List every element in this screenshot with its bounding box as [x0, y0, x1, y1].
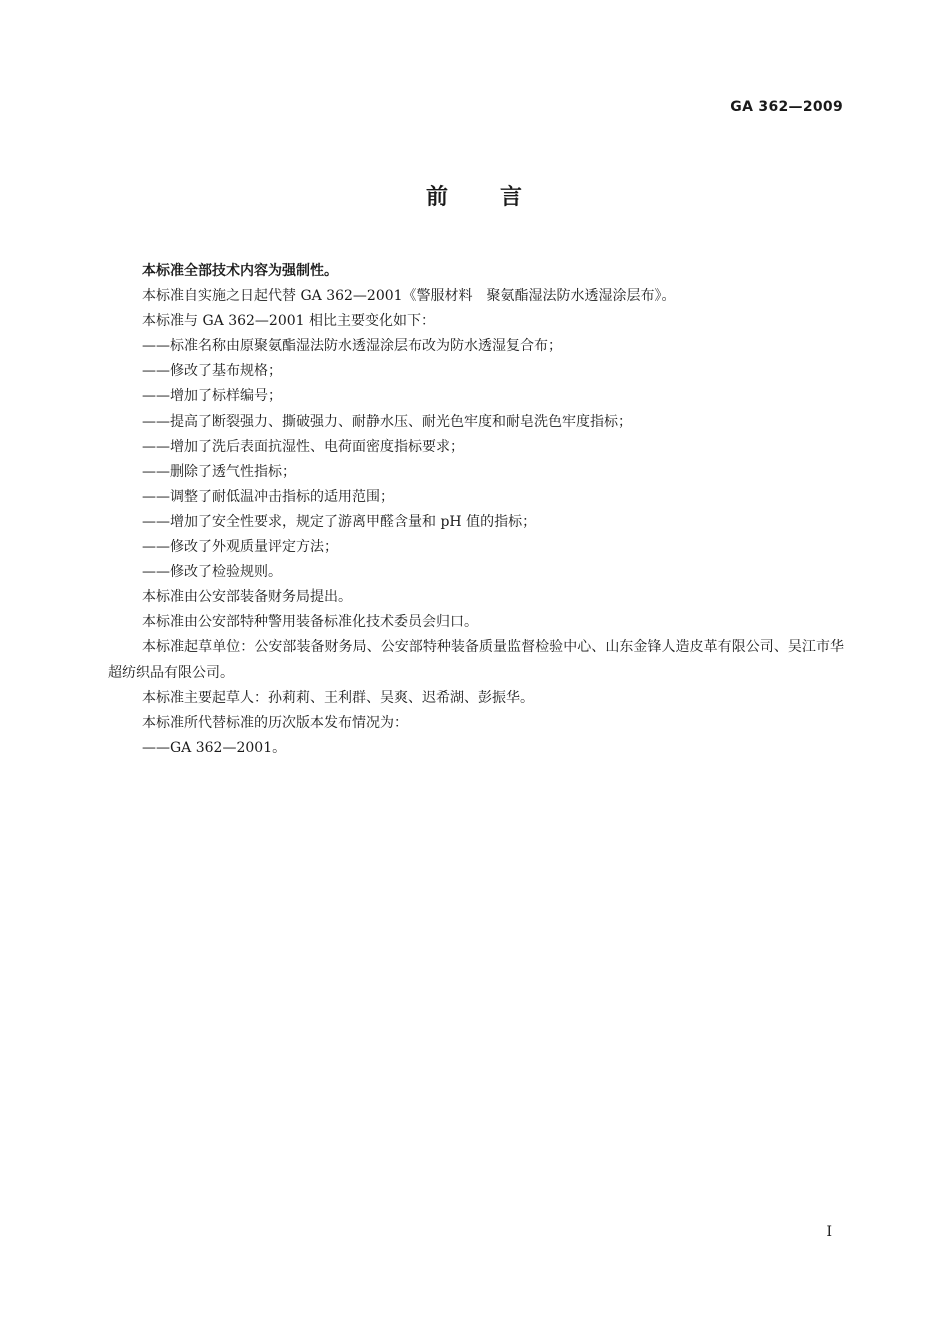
change-item: ——增加了洗后表面抗湿性、电荷面密度指标要求；: [142, 438, 464, 455]
paragraph-drafting-units: 本标准起草单位：公安部装备财务局、公安部特种装备质量监督检验中心、山东金锋人造皮革有限公司、吴江市华超纺织品有限公司。: [108, 639, 844, 681]
title-char-2: 言: [500, 185, 525, 210]
change-item: ——增加了安全性要求，规定了游离甲醛含量和 pH 值的指标；: [142, 513, 537, 530]
standard-code-header: GA 362—2009: [730, 99, 843, 115]
paragraph-committee: 本标准由公安部特种警用装备标准化技术委员会归口。: [142, 614, 478, 631]
history-item: ——GA 362—2001。: [142, 739, 287, 756]
change-item: ——调整了耐低温冲击指标的适用范围；: [142, 488, 394, 505]
paragraph-proposer: 本标准由公安部装备财务局提出。: [142, 589, 352, 606]
change-item: ——增加了标样编号；: [142, 388, 282, 405]
page-number: I: [826, 1224, 832, 1240]
paragraph-changes-intro: 本标准与 GA 362—2001 相比主要变化如下：: [142, 313, 435, 330]
change-item: ——修改了检验规则。: [142, 564, 282, 581]
change-item: ——标准名称由原聚氨酯湿法防水透湿涂层布改为防水透湿复合布；: [142, 338, 562, 355]
paragraph-mandatory-statement: 本标准全部技术内容为强制性。: [142, 263, 338, 279]
change-item: ——删除了透气性指标；: [142, 463, 296, 480]
change-item: ——修改了基布规格；: [142, 363, 282, 380]
title-char-1: 前: [425, 185, 450, 210]
paragraph-drafters: 本标准主要起草人：孙莉莉、王利群、吴爽、迟希湖、彭振华。: [142, 689, 534, 706]
paragraph-replaces: 本标准自实施之日起代替 GA 362—2001《警服材料 聚氨酯湿法防水透湿涂层布》。: [142, 288, 676, 305]
paragraph-history-intro: 本标准所代替标准的历次版本发布情况为：: [142, 714, 408, 731]
foreword-body: [108, 259, 844, 761]
page-title: [0, 180, 950, 211]
change-item: ——提高了断裂强力、撕破强力、耐静水压、耐光色牢度和耐皂洗色牢度指标；: [142, 413, 632, 430]
change-item: ——修改了外观质量评定方法；: [142, 539, 338, 556]
